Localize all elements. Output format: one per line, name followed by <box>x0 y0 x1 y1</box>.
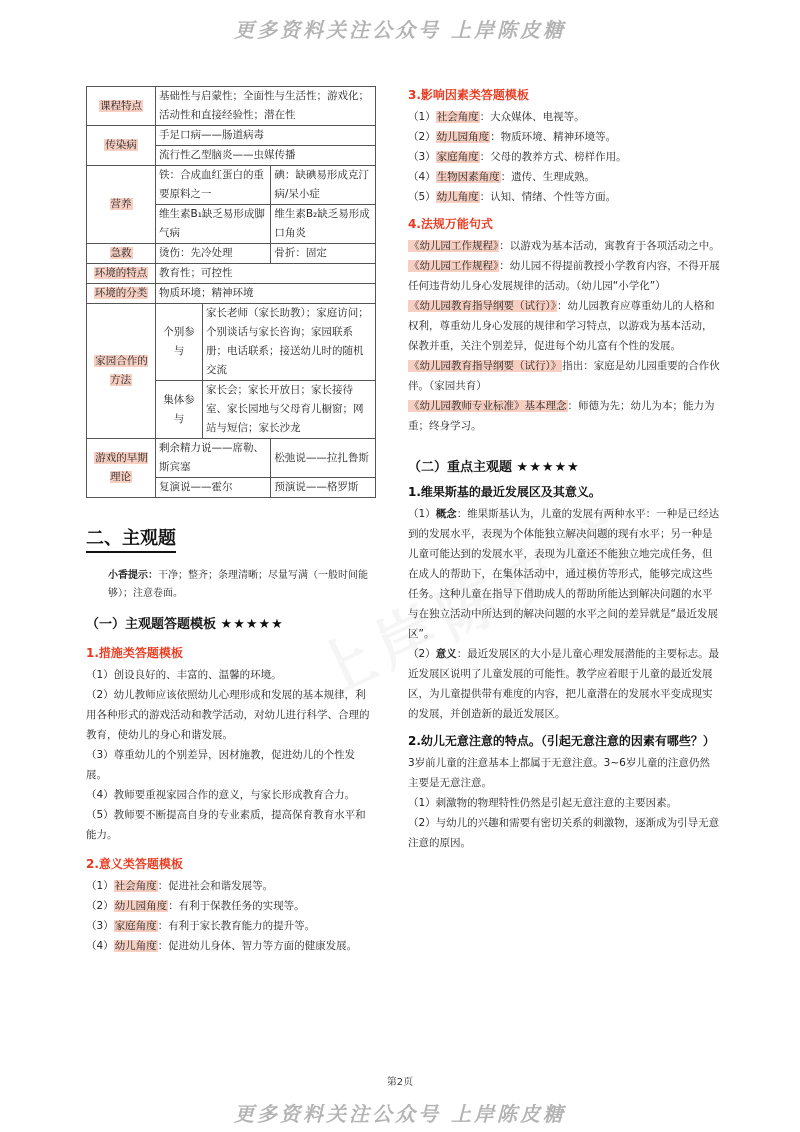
q2-point: （2）与幼儿的兴趣和需要有密切关系的刺激物，逐渐成为引导无意注意的原因。 <box>408 817 720 849</box>
table-row <box>87 304 376 381</box>
home-coop-label: 家园合作的方法 <box>95 355 148 386</box>
law-item: 《幼儿园教育指导纲要（试行）》指出：家庭是幼儿园重要的合作伙伴。（家园共育） <box>408 360 720 392</box>
measures-title: 1.措施类答题模板 <box>86 646 183 660</box>
course-text: 基础性与启蒙性；全面性与生活性；游戏化；活动性和直接经验性；潜在性 <box>156 87 376 126</box>
measure-item: （4）教师要重视家园合作的意义，与家长形成教育合力。 <box>86 789 356 801</box>
measure-item: （1）创设良好的、丰富的、温馨的环境。 <box>86 669 282 681</box>
q2-title: 2.幼儿无意注意的特点。（引起无意注意的因素有哪些？） <box>408 734 715 748</box>
measure-item: （2）幼儿教师应该依照幼儿心理形成和发展的基本规律，利用各种形式的游戏活动和教学活动，对幼儿进行科学、合理的教育，使幼儿的身心和谐发展。 <box>86 689 370 741</box>
footer-banner: 更多资料关注公众号 上岸陈皮糖 <box>234 1102 566 1126</box>
factor-item: （4）生物因素角度：遗传、生理成熟。 <box>408 171 596 183</box>
env-feature-text: 教育性；可控性 <box>156 264 376 284</box>
meaning-item: （3）家庭角度：有利于家长教育能力的提升等。 <box>86 920 316 932</box>
nutrition-b2: 维生素B₂缺乏易形成口角炎 <box>271 205 376 244</box>
factor-item: （5）幼儿角度：认知、情绪、个性等方面。 <box>408 191 617 203</box>
right-column <box>408 86 720 853</box>
factor-list <box>408 107 720 207</box>
section-title: 二、主观题 <box>86 524 376 553</box>
meaning-list <box>86 876 376 956</box>
play-relax: 松弛说——拉扎鲁斯 <box>271 439 376 478</box>
measure-item: （3）尊重幼儿的个别差异，因材施教，促进幼儿的个性发展。 <box>86 749 356 781</box>
factor-item: （2）幼儿园角度：物质环境、精神环境等。 <box>408 131 617 143</box>
table-row <box>87 244 376 264</box>
env-class-label: 环境的分类 <box>94 287 148 299</box>
nutrition-b1: 维生素B₁缺乏易形成脚气病 <box>156 205 271 244</box>
factor-item: （3）家庭角度：父母的教养方式、榜样作用。 <box>408 151 627 163</box>
table-row <box>87 439 376 478</box>
header-banner: 更多资料关注公众号 上岸陈皮糖 <box>234 18 566 42</box>
infect-label: 传染病 <box>105 139 137 151</box>
play-surplus: 剩余精力说——席勒、斯宾塞 <box>156 439 271 478</box>
nutrition-label: 营养 <box>110 198 132 210</box>
group-label: 集体参与 <box>156 381 203 439</box>
first-aid-fracture: 骨折：固定 <box>271 244 376 264</box>
law-list <box>408 236 720 436</box>
table-row <box>87 126 376 146</box>
play-theory-label: 游戏的早期理论 <box>95 452 148 483</box>
env-class-text: 物质环境；精神环境 <box>156 284 376 304</box>
knowledge-table <box>86 86 376 498</box>
page-number: 第2页 <box>386 1077 414 1088</box>
infect-2: 流行性乙型脑炎——虫媒传播 <box>156 146 376 166</box>
q2-list <box>408 793 720 853</box>
measure-item: （5）教师要不断提高自身的专业素质，提高保育教育水平和能力。 <box>86 809 366 841</box>
law-item: 《幼儿园工作规程》：以游戏为基本活动，寓教育于各项活动之中。 <box>409 240 720 252</box>
law-item: 《幼儿园教师专业标准》基本理念：师德为先；幼儿为本；能力为重；终身学习。 <box>408 400 715 432</box>
q2-intro: 3岁前儿童的注意基本上都属于无意注意。3~6岁儿童的注意仍然主要是无意注意。 <box>408 757 710 789</box>
meaning-title: 2.意义类答题模板 <box>86 857 183 871</box>
first-aid-burn: 烫伤：先冷处理 <box>156 244 271 264</box>
factor-title: 3.影响因素类答题模板 <box>408 88 529 102</box>
q1-meaning: （2）意义：最近发展区的大小是儿童心理发展潜能的主要标志。最近发展区说明了儿童发展的可能性。教学应着眼于儿童的最近发展区，为儿童提供带有难度的内容，把儿童潜在的发展水平变成现实的发展，并创造新的最近发展区。 <box>408 648 720 720</box>
factor-item: （1）社会角度：大众媒体、电视等。 <box>408 111 585 123</box>
law-item: 《幼儿园工作规程》：幼儿园不得提前教授小学教育内容，不得开展任何违背幼儿身心发展规律的活动。（幼儿园“小学化”） <box>408 260 720 292</box>
subsection-1-title: （一）主观题答题模板 ★★★★★ <box>86 617 284 632</box>
left-column <box>86 86 376 956</box>
meaning-item: （4）幼儿角度：促进幼儿身体、智力等方面的健康发展。 <box>86 940 358 952</box>
indiv-label: 个别参与 <box>156 304 203 381</box>
tip: 小香提示：干净；整齐；条理清晰；尽量写满（一般时间能够）；注意卷面。 <box>108 570 368 599</box>
q1-concept: （1）概念：维果斯基认为，儿童的发展有两种水平：一种是已经达到的发展水平，表现为个体能独立解决问题的现有水平；另一种是儿童可能达到的发展水平，表现为儿童还不能独立地完成任务，但在成人的帮助下，在集体活动中，通过模仿等形式，能够完成这些任务。这种儿童在指导下借助成人的帮助所能达到解决问题的水平与在独立活动中所达到的解决问题的水平之间的差异就是“最近发展区”。 <box>408 508 720 640</box>
nutrition-iodine: 碘：缺碘易形成克汀病/呆小症 <box>271 166 376 205</box>
table-row <box>87 166 376 205</box>
table-row <box>87 284 376 304</box>
table-row <box>87 87 376 126</box>
subsection-2-title: （二）重点主观题 ★★★★★ <box>408 460 580 475</box>
nutrition-iron: 铁：合成血红蛋白的重要原料之一 <box>156 166 271 205</box>
law-item: 《幼儿园教育指导纲要（试行）》：幼儿园教育应尊重幼儿的人格和权利，尊重幼儿身心发展的规律和学习特点，以游戏为基本活动，保教并重，关注个别差异，促进每个幼儿富有个性的发展。 <box>408 300 715 352</box>
table-row <box>87 264 376 284</box>
q1-title: 1.维果斯基的最近发展区及其意义。 <box>408 485 601 499</box>
measures-list <box>86 665 376 845</box>
course-label: 课程特点 <box>100 99 142 112</box>
first-aid-label: 急救 <box>110 247 132 259</box>
play-practice: 预演说——格罗斯 <box>271 478 376 498</box>
q2-point: （1）刺激物的物理特性仍然是引起无意注意的主要因素。 <box>408 797 678 809</box>
group-text: 家长会；家长开放日；家长接待室、家长园地与父母育儿橱窗；网站与短信；家长沙龙 <box>203 381 376 439</box>
env-feature-label: 环境的特点 <box>94 267 148 279</box>
meaning-item: （2）幼儿园角度：有利于保教任务的实现等。 <box>86 900 305 912</box>
law-title: 4.法规万能句式 <box>408 217 493 231</box>
play-recap: 复演说——霍尔 <box>156 478 271 498</box>
infect-1: 手足口病——肠道病毒 <box>156 126 376 146</box>
indiv-text: 家长老师（家长助教）；家庭访问；个别谈话与家长咨询；家园联系册；电话联系；接送幼儿时的随机交流 <box>203 304 376 381</box>
meaning-item: （1）社会角度：促进社会和谐发展等。 <box>86 880 274 892</box>
